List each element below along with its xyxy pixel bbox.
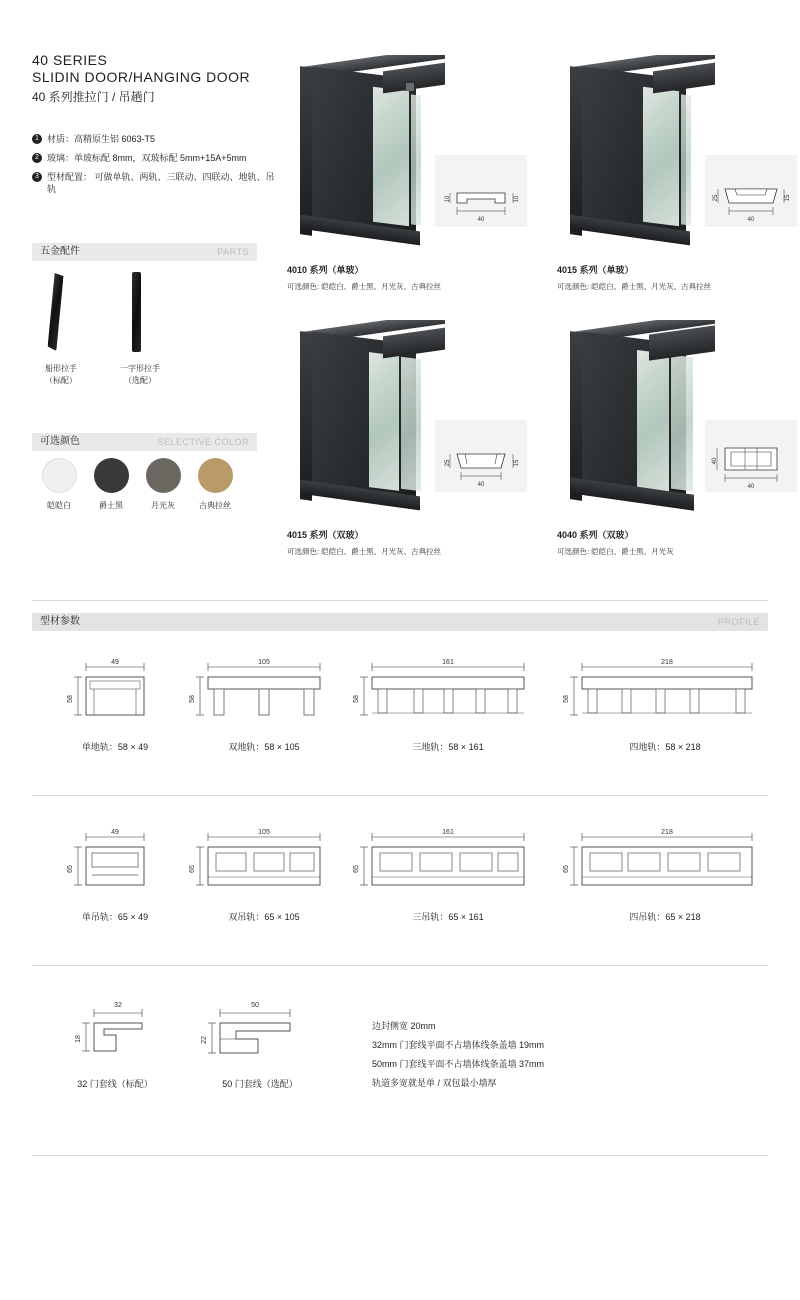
- profile-caption-1-4: 四地轨：58 × 218: [629, 742, 701, 752]
- spec-text: 玻璃：单玻标配 8mm，双玻标配 5mm+15A+5mm: [47, 153, 247, 163]
- color-swatch-4[interactable]: [198, 458, 233, 493]
- product-sub-1: 可选颜色: 皑皑白、爵士黑、月光灰、古典拉丝: [287, 282, 442, 291]
- spec-text: 型材配置： 可做单轨、两轨、三联动、四联动、地轨、吊轨: [47, 172, 275, 194]
- spec-index: 3: [32, 172, 42, 182]
- trim-caption-1: 32 门套线（标配）: [77, 1079, 153, 1089]
- product-cell-1: [287, 55, 527, 291]
- svg-text:161: 161: [442, 659, 454, 666]
- color-swatch-3[interactable]: [146, 458, 181, 493]
- svg-text:40: 40: [477, 482, 485, 488]
- section-bar-parts-cn: 五金配件: [40, 246, 80, 257]
- part-label-top: 船形拉手: [45, 364, 77, 373]
- profile-item-2-4: [560, 825, 770, 922]
- section-bar-profile-en: PROFILE: [717, 617, 760, 627]
- svg-text:65: 65: [67, 865, 74, 873]
- product-cell-2: [557, 55, 797, 291]
- product-section-diagram-3: [435, 420, 527, 492]
- product-title-3: 4015 系列（双玻）: [287, 530, 364, 540]
- color-label-2: 爵士黑: [99, 501, 123, 510]
- divider-mid-2: [32, 965, 768, 966]
- product-image-4: [557, 320, 727, 525]
- svg-text:105: 105: [258, 829, 270, 836]
- color-swatch-1[interactable]: [42, 458, 77, 493]
- color-label-4: 古典拉丝: [199, 501, 231, 510]
- bar-handle-image: [132, 272, 141, 352]
- profile-row-3: [32, 995, 768, 1115]
- product-title-4: 4040 系列（双玻）: [557, 530, 634, 540]
- product-cell-3: [287, 320, 527, 556]
- spec-item: [32, 152, 282, 164]
- profile-caption-1-3: 三地轨：58 × 161: [412, 742, 484, 752]
- product-image-2: [557, 55, 727, 260]
- color-label-3: 月光灰: [151, 501, 175, 510]
- svg-text:58: 58: [353, 695, 360, 703]
- boat-handle-image: [47, 273, 63, 351]
- svg-text:65: 65: [189, 865, 196, 873]
- spec-index: 1: [32, 134, 42, 144]
- profile-item-2-1: [42, 825, 162, 922]
- svg-text:10: 10: [445, 195, 451, 203]
- part-label-bottom: （标配）: [45, 376, 77, 385]
- note-line-3: 50mm 门套线平面不占墙体线条盖墙 37mm: [372, 1059, 545, 1069]
- header-line-1: 40 SERIES: [32, 52, 108, 68]
- svg-text:32: 32: [114, 1002, 122, 1009]
- svg-text:58: 58: [189, 695, 196, 703]
- color-label-1: 皑皑白: [47, 501, 71, 510]
- product-section-diagram-2: [705, 155, 797, 227]
- svg-text:218: 218: [661, 659, 673, 666]
- note-line-2: 32mm 门套线平面不占墙体线条盖墙 19mm: [372, 1040, 545, 1050]
- section-bar-colors-en: SELECTIVE COLOR: [157, 437, 249, 447]
- spec-item: [32, 171, 282, 195]
- profile-row-1: [32, 655, 768, 775]
- profile-item-1-4: [560, 655, 770, 752]
- color-swatch-2[interactable]: [94, 458, 129, 493]
- product-title-2: 4015 系列（单玻）: [557, 265, 634, 275]
- svg-text:58: 58: [563, 695, 570, 703]
- profile-item-2-3: [350, 825, 546, 922]
- trim-caption-2: 50 门套线（选配）: [222, 1079, 298, 1089]
- header-line-3: 40 系列推拉门 / 吊趟门: [32, 90, 155, 104]
- svg-text:18: 18: [75, 1035, 82, 1043]
- part-label-top: 一字形拉手: [120, 364, 160, 373]
- product-section-diagram-4: [705, 420, 797, 492]
- spec-index: 2: [32, 153, 42, 163]
- product-sub-2: 可选颜色: 皑皑白、爵士黑、月光灰、古典拉丝: [557, 282, 712, 291]
- divider-mid-1: [32, 795, 768, 796]
- svg-text:49: 49: [111, 659, 119, 666]
- profile-caption-2-1: 单吊轨：65 × 49: [81, 912, 149, 922]
- section-bar-profile: [32, 613, 768, 631]
- profile-caption-2-2: 双吊轨：65 × 105: [228, 912, 300, 922]
- svg-text:65: 65: [563, 865, 570, 873]
- profile-item-1-1: [42, 655, 162, 752]
- section-bar-profile-cn: 型材参数: [40, 616, 80, 627]
- profile-row-2: [32, 825, 768, 945]
- svg-text:65: 65: [353, 865, 360, 873]
- divider-bottom: [32, 1155, 768, 1156]
- spec-item: [32, 133, 282, 145]
- parts-area: [32, 268, 282, 388]
- profile-item-2-2: [180, 825, 340, 922]
- svg-text:161: 161: [442, 829, 454, 836]
- svg-text:15: 15: [785, 194, 791, 202]
- section-bar-colors-cn: 可选颜色: [40, 436, 80, 447]
- header-line-2: SLIDIN DOOR/HANGING DOOR: [32, 69, 251, 85]
- svg-text:25: 25: [713, 194, 719, 202]
- product-sub-4: 可选颜色: 皑皑白、爵士黑、月光灰: [557, 547, 674, 556]
- svg-text:58: 58: [67, 695, 74, 703]
- svg-text:105: 105: [258, 659, 270, 666]
- svg-text:40: 40: [747, 484, 755, 490]
- product-section-diagram-1: [435, 155, 527, 227]
- svg-text:15: 15: [514, 459, 520, 467]
- svg-text:25: 25: [445, 459, 451, 467]
- part-caption-1: [26, 363, 96, 387]
- product-title-1: 4010 系列（单玻）: [287, 265, 364, 275]
- profile-caption-1-1: 单地轨：58 × 49: [81, 742, 149, 752]
- product-image-1: [287, 55, 457, 260]
- divider-top: [32, 600, 768, 601]
- spec-text: 材质：高精原生铝 6063-T5: [47, 134, 156, 144]
- svg-text:10: 10: [514, 195, 520, 203]
- section-bar-colors: [32, 433, 257, 451]
- svg-text:49: 49: [111, 829, 119, 836]
- trim-item-2: [180, 995, 330, 1089]
- svg-text:40: 40: [477, 217, 485, 223]
- page-header: [32, 52, 282, 105]
- profile-caption-1-2: 双地轨：58 × 105: [228, 742, 300, 752]
- part-label-bottom: （选配）: [124, 376, 156, 385]
- svg-text:22: 22: [201, 1036, 208, 1044]
- profile-caption-2-3: 三吊轨：65 × 161: [412, 912, 484, 922]
- part-caption-2: [105, 363, 175, 387]
- section-bar-parts-en: PARTS: [217, 247, 249, 257]
- section-bar-parts: [32, 243, 257, 261]
- svg-text:218: 218: [661, 829, 673, 836]
- profile-caption-2-4: 四吊轨：65 × 218: [629, 912, 701, 922]
- profile-item-1-2: [180, 655, 340, 752]
- profile-item-1-3: [350, 655, 546, 752]
- product-image-3: [287, 320, 457, 525]
- product-cell-4: [557, 320, 797, 556]
- trim-item-1: [42, 995, 172, 1089]
- svg-text:40: 40: [747, 217, 755, 223]
- spec-list: [32, 133, 282, 202]
- notes-block: [372, 1017, 544, 1093]
- note-line-4: 轨道多宽就是单 / 双包最小墙厚: [372, 1078, 497, 1088]
- note-line-1: 边封侧宽 20mm: [372, 1021, 436, 1031]
- svg-text:40: 40: [712, 457, 718, 465]
- product-sub-3: 可选颜色: 皑皑白、爵士黑、月光灰、古典拉丝: [287, 547, 442, 556]
- svg-text:50: 50: [251, 1002, 259, 1009]
